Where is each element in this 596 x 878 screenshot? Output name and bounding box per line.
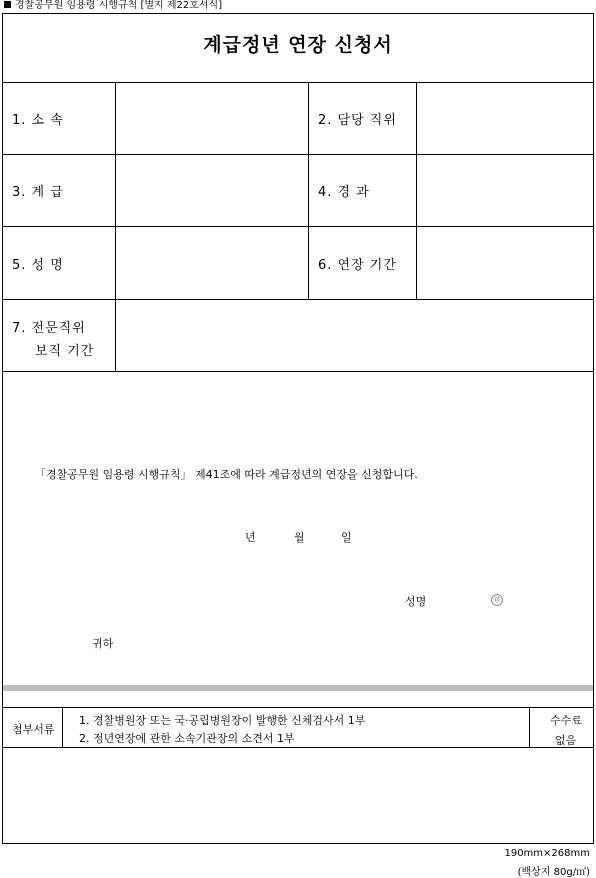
statement-text: 「경찰공무원 임용령 시행규칙」 제41조에 따라 계급정년의 연장을 신청합니다. [35, 468, 418, 481]
signature-label: 성명 [405, 595, 427, 608]
label-extension-period: 6. 연장 기간 [318, 258, 397, 273]
divider [529, 707, 530, 747]
attachment-item: 2. 정년연장에 관한 소속기관장의 소견서 1부 [79, 732, 295, 745]
date-month: 월 [294, 531, 305, 544]
addressee-text: 귀하 [92, 637, 114, 650]
label-position: 2. 담당 직위 [318, 113, 397, 128]
form-header [4, 0, 222, 12]
attachment-item: 1. 경찰병원장 또는 국·공립병원장이 발행한 신체검사서 1부 [79, 714, 366, 727]
label-elapsed: 4. 경 과 [318, 185, 370, 200]
paper-type: (백상지 80g/㎡) [517, 867, 590, 878]
fee-value: 없음 [555, 734, 577, 747]
position-field[interactable] [417, 83, 593, 154]
form-title: 계급정년 연장 신청서 [203, 34, 393, 56]
date-day: 일 [341, 531, 352, 544]
divider [308, 82, 309, 299]
extension-period-field[interactable] [417, 227, 593, 299]
name-field[interactable] [116, 227, 308, 299]
attachments-label: 첨부서류 [12, 723, 55, 736]
divider [3, 707, 593, 708]
affiliation-field[interactable] [116, 83, 308, 154]
label-rank: 3. 계 급 [12, 185, 64, 200]
divider [3, 747, 593, 748]
separator-bar [3, 685, 593, 691]
fee-label: 수수료 [550, 714, 582, 727]
divider [62, 707, 63, 747]
label-affiliation: 1. 소 속 [12, 113, 64, 128]
label-name: 5. 성 명 [12, 258, 64, 273]
label-specialty: 7. 전문직위 [12, 321, 86, 336]
divider [3, 371, 593, 372]
paper-size: 190mm×268mm [504, 848, 590, 859]
seal-icon: ㊞ [491, 594, 503, 606]
label-specialty-period: 보직 기간 [35, 344, 95, 359]
elapsed-field[interactable] [417, 155, 593, 226]
specialty-period-field[interactable] [116, 300, 593, 371]
application-form [2, 13, 594, 844]
date-year: 년 [245, 531, 256, 544]
rank-field[interactable] [116, 155, 308, 226]
square-bullet-icon [4, 1, 11, 8]
form-header-text: 경찰공무원 임용령 시행규칙 [별지 제22호서식] [15, 0, 223, 11]
